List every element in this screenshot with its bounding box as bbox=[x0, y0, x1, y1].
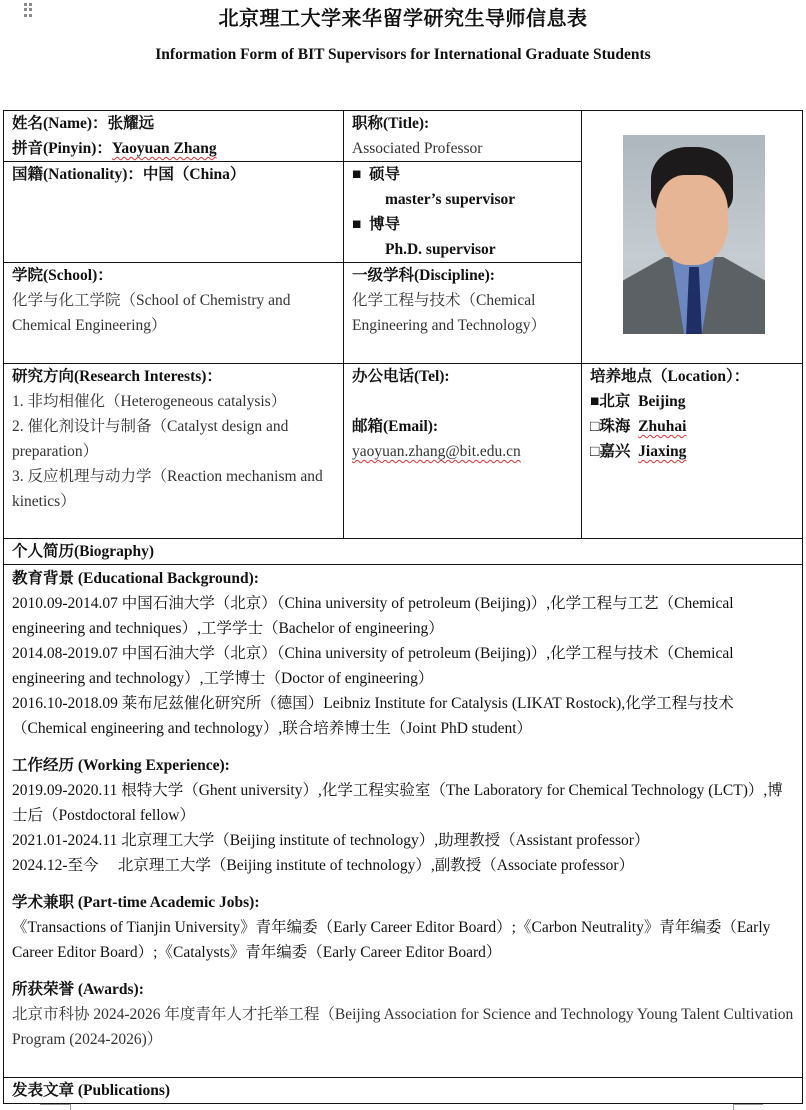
title-label: 职称(Title): bbox=[352, 115, 430, 132]
supervisor-type-cell[interactable] bbox=[344, 162, 582, 263]
page-margin-mark bbox=[733, 1104, 763, 1105]
checked-box-icon: ■ bbox=[352, 216, 362, 233]
page-title-cn: 北京理工大学来华留学研究生导师信息表 bbox=[218, 8, 588, 30]
name-label: 姓名(Name)： bbox=[12, 115, 108, 132]
research-item: 2. 催化剂设计与制备（Catalyst design and preparation） bbox=[12, 418, 289, 460]
publications-header-cell[interactable] bbox=[4, 1078, 803, 1104]
school-label: 学院(School)： bbox=[12, 267, 113, 284]
location-en: Beijing bbox=[638, 393, 686, 410]
location-cn: 北京 bbox=[599, 393, 631, 410]
education-label: 教育背景 (Educational Background): bbox=[12, 570, 259, 587]
tel-value bbox=[352, 389, 577, 414]
discipline-label: 一级学科(Discipline): bbox=[352, 267, 495, 284]
nationality-label: 国籍(Nationality)： bbox=[12, 166, 143, 183]
supervisor-type-label-en: Ph.D. supervisor bbox=[385, 241, 496, 258]
supervisor-type-master[interactable] bbox=[352, 162, 577, 187]
biography-label: 个人简历(Biography) bbox=[12, 543, 155, 560]
location-cn: 珠海 bbox=[599, 418, 631, 435]
name-value: 张耀远 bbox=[107, 115, 155, 132]
location-option-zhuhai[interactable] bbox=[590, 414, 798, 439]
photo-cell[interactable] bbox=[582, 111, 803, 364]
school-cell[interactable] bbox=[4, 263, 344, 364]
education-item: 2010.09-2014.07 中国石油大学（北京）（China university of petroleum (Beijing)）,化学工程与工艺（Chemical engineering and techniques）,工学学士（Bachelor of engineering） bbox=[12, 595, 734, 637]
work-item: 2024.12-至今 北京理工大学（Beijing institute of technology）,副教授（Associate professor） bbox=[12, 857, 635, 874]
location-label: 培养地点（Location）： bbox=[590, 368, 750, 385]
name-cell[interactable] bbox=[4, 111, 344, 162]
education-item: 2014.08-2019.07 中国石油大学（北京）（China university of petroleum (Beijing)）,化学工程与技术（Chemical engineering and technology）,工学博士（Doctor of engineering） bbox=[12, 645, 734, 687]
work-item: 2021.01-2024.11 北京理工大学（Beijing institute of technology）,助理教授（Assistant professor） bbox=[12, 832, 650, 849]
publications-label: 发表文章 (Publications) bbox=[12, 1082, 171, 1099]
email-label: 邮箱(Email): bbox=[352, 418, 439, 435]
work-item: 2019.09-2020.11 根特大学（Ghent university）,化学工程实验室（The Laboratory for Chemical Technology (LCT)）,博士后（Postdoctoral fellow） bbox=[12, 782, 783, 824]
research-label: 研究方向(Research Interests)： bbox=[12, 368, 222, 385]
nationality-value: 中国（China） bbox=[142, 166, 246, 183]
checked-box-icon: ■ bbox=[352, 166, 362, 183]
discipline-cell[interactable] bbox=[344, 263, 582, 364]
contact-cell[interactable] bbox=[344, 364, 582, 539]
location-cell[interactable] bbox=[582, 364, 803, 539]
email-value[interactable]: yaoyuan.zhang@bit.edu.cn bbox=[352, 443, 521, 460]
parttime-text: 《Transactions of Tianjin University》青年编委（Early Career Editor Board）;《Carbon Neutrality》青年编委（Early Career Editor Board）;《Catalysts》青年编委（Early Career Editor Board） bbox=[12, 919, 771, 961]
page-margin-mark bbox=[40, 1104, 70, 1105]
research-item: 3. 反应机理与动力学（Reaction mechanism and kinetics） bbox=[12, 468, 323, 510]
research-cell[interactable] bbox=[4, 364, 344, 539]
nationality-cell[interactable] bbox=[4, 162, 344, 263]
supervisor-info-table bbox=[3, 110, 803, 1104]
location-option-beijing[interactable] bbox=[590, 389, 798, 414]
title-value: Associated Professor bbox=[352, 140, 483, 157]
unchecked-box-icon: □ bbox=[590, 443, 600, 460]
location-option-jiaxing[interactable] bbox=[590, 439, 798, 464]
supervisor-type-label-cn: 博导 bbox=[369, 216, 401, 233]
awards-text: 北京市科协 2024-2026 年度青年人才托举工程（Beijing Association for Science and Technology Young Talent Cultivation Program (2024-2026)） bbox=[12, 1006, 794, 1048]
biography-header-cell[interactable] bbox=[4, 539, 803, 565]
supervisor-type-label-cn: 硕导 bbox=[369, 166, 401, 183]
tel-label: 办公电话(Tel): bbox=[352, 368, 450, 385]
location-en: Jiaxing bbox=[638, 443, 687, 460]
school-value: 化学与化工学院（School of Chemistry and Chemical Engineering） bbox=[12, 292, 291, 334]
education-item: 2016.10-2018.09 莱布尼兹催化研究所（德国）Leibniz Institute for Catalysis (LIKAT Rostock),化学工程与技术（Chemical engineering and technology）,联合培养博士生（Joint PhD student） bbox=[12, 695, 734, 737]
checked-box-icon: ■ bbox=[590, 393, 600, 410]
parttime-label: 学术兼职 (Part-time Academic Jobs): bbox=[12, 894, 260, 911]
supervisor-type-phd[interactable] bbox=[352, 212, 577, 237]
pinyin-value: Yaoyuan Zhang bbox=[111, 140, 217, 157]
biography-body-cell[interactable] bbox=[4, 565, 803, 1078]
portrait-photo bbox=[623, 135, 765, 334]
pinyin-label: 拼音(Pinyin)： bbox=[12, 140, 112, 157]
location-cn: 嘉兴 bbox=[599, 443, 631, 460]
location-en: Zhuhai bbox=[638, 418, 687, 435]
title-cell[interactable] bbox=[344, 111, 582, 162]
supervisor-type-label-en: master’s supervisor bbox=[385, 191, 516, 208]
unchecked-box-icon: □ bbox=[590, 418, 600, 435]
work-label: 工作经历 (Working Experience): bbox=[12, 757, 230, 774]
page-margin-mark bbox=[70, 1104, 71, 1110]
discipline-value: 化学工程与技术（Chemical Engineering and Technology） bbox=[352, 292, 547, 334]
research-item: 1. 非均相催化（Heterogeneous catalysis） bbox=[12, 393, 287, 410]
awards-label: 所获荣誉 (Awards): bbox=[12, 981, 144, 998]
page-title-en: Information Form of BIT Supervisors for International Graduate Students bbox=[155, 46, 651, 63]
